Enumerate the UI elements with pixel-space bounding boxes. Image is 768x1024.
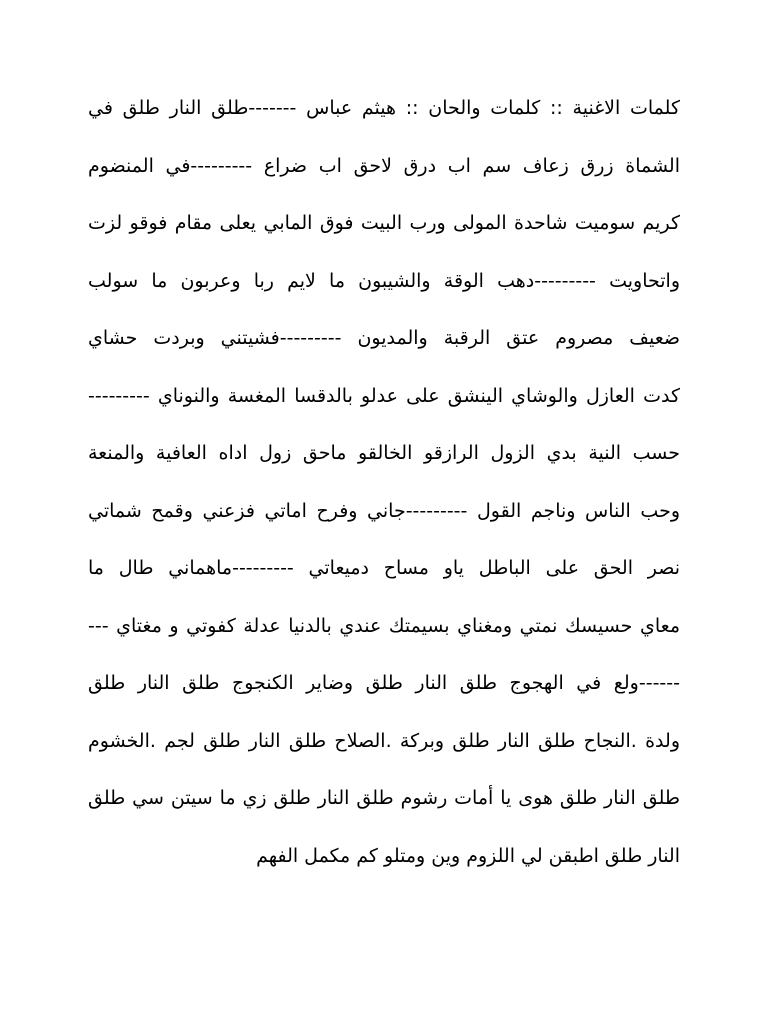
text-line-3: كريم سوميت شاحدة المولى ورب البيت فوق المابي يعلى مقام فوقو لزت xyxy=(88,212,680,234)
text-line-2: الشماة زرق زعاف سم اب درق لاحق اب ضراع ---------في المنضوم xyxy=(88,154,680,177)
text-line-1: كلمات الاغنية :: كلمات والحان :: هيثم عباس -------طلق النار طلق في xyxy=(88,97,680,119)
text-line-9: نصر الحق على الباطل ياو مساح دميعاتي ---------ماهماني طال ما xyxy=(88,557,680,579)
text-line-6: كدت العازل والوشاي الينشق على عدلو بالدقسا المغسة والنوناي --------- xyxy=(88,384,680,407)
text-line-10: معاي حسيسك نمتي ومغناي بسيمتك عندي بالدنيا عدلة كفوتي و مغتاي --- xyxy=(88,614,680,637)
text-line-13: طلق النار طلق هوى يا أمات رشوم طلق النار طلق زي ما سيتن سي طلق xyxy=(88,787,680,809)
text-line-14: النار طلق اطبقن لي اللزوم وين ومتلو كم مكمل الفهم xyxy=(256,844,680,867)
text-line-8: وحب الناس وناجم القول ---------جاني وفرح اماتي فزعني وقمح شماتي xyxy=(88,499,680,522)
text-line-12: ولدة .النجاح طلق النار طلق وبركة .الصلاح طلق النار طلق لجم .الخشوم xyxy=(88,729,680,752)
lyrics-text-block xyxy=(88,88,680,893)
text-line-11: ------ولع في الهجوج طلق النار طلق وضاير الكنجوج طلق النار طلق xyxy=(88,672,680,694)
text-line-7: حسب النية بدي الزول الرازقو الخالقو ماحق زول اداه العافية والمنعة xyxy=(88,442,680,464)
text-line-4: واتحاويت ---------دهب الوقة والشيبون ما لايم ربا وعربون ما سولب xyxy=(88,269,680,292)
text-line-5: ضعيف مصروم عتق الرقبة والمديون ---------فشيتني وبردت حشاي xyxy=(88,327,680,349)
